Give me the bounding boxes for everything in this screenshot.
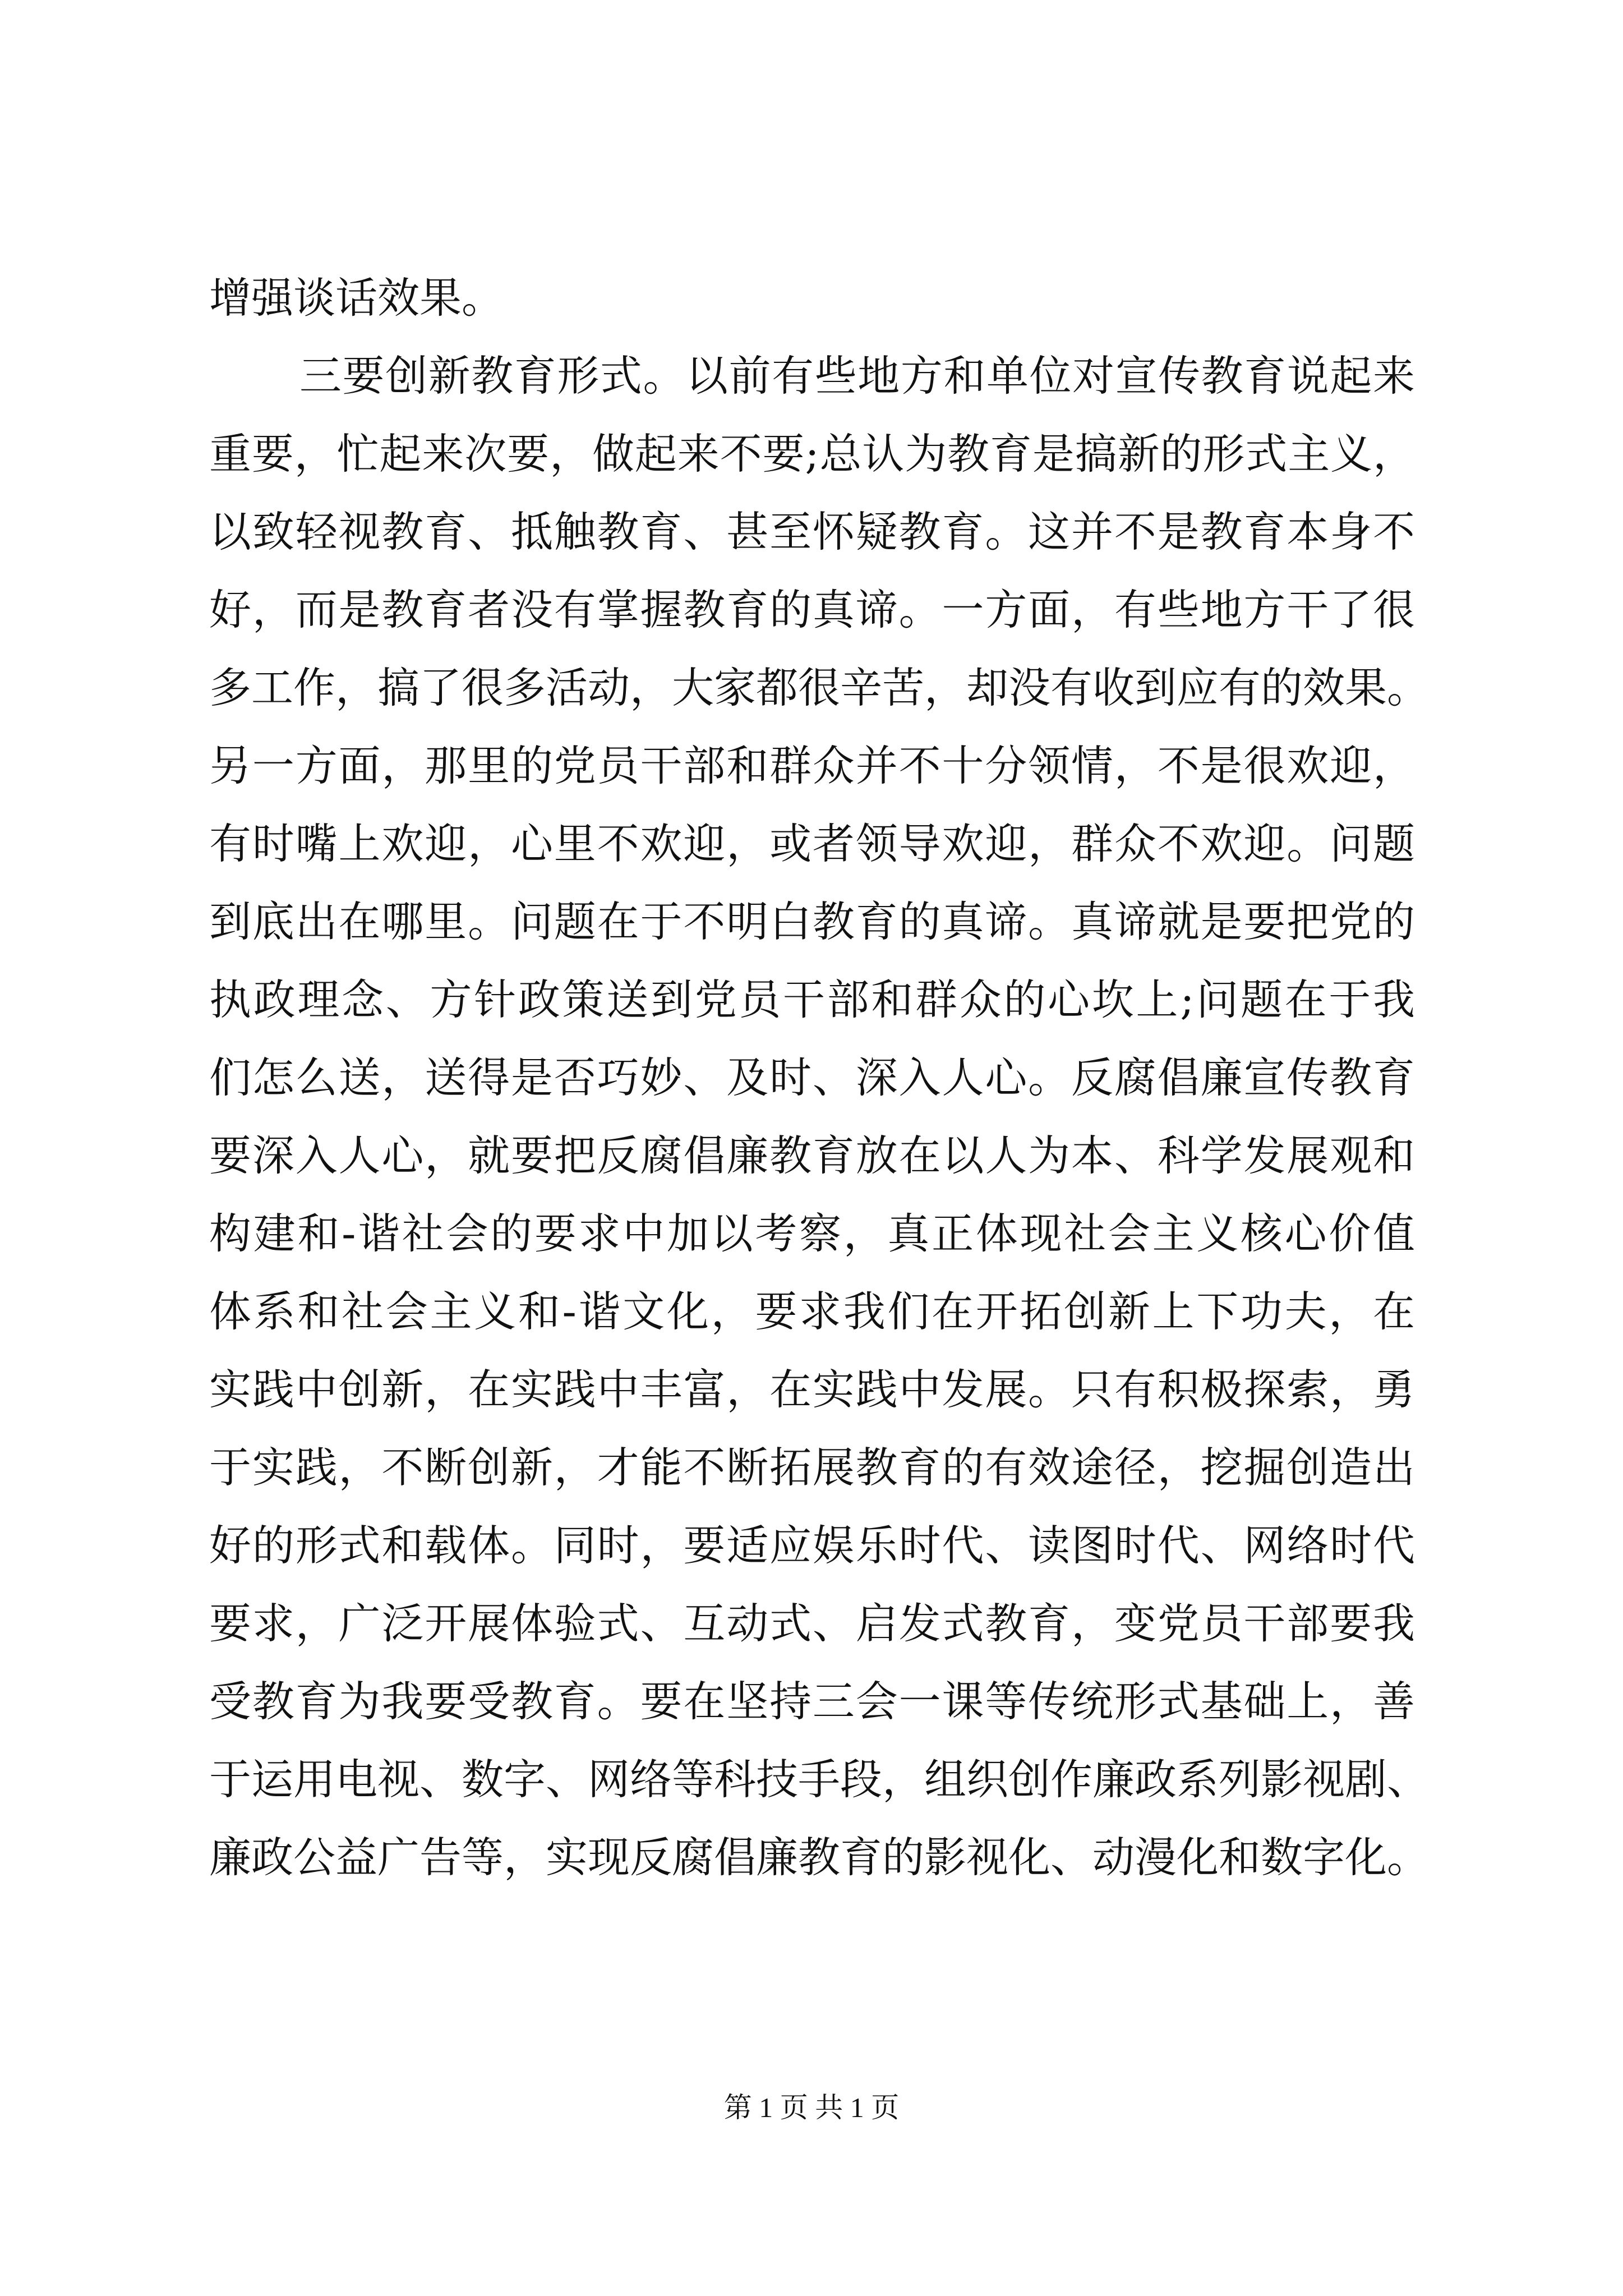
body-text-line: 体系和社会主义和-谐文化，要求我们在开拓创新上下功夫，在: [209, 1287, 1415, 1336]
body-text-line: 于运用电视、数字、网络等科技手段，组织创作廉政系列影视剧、: [209, 1755, 1430, 1804]
body-text-line: 有时嘴上欢迎，心里不欢迎，或者领导欢迎，群众不欢迎。问题: [209, 819, 1415, 868]
body-text-line: 重要，忙起来次要，做起来不要;总认为教育是搞新的形式主义，: [209, 429, 1415, 478]
paragraph-first-line: 三要创新教育形式。以前有些地方和单位对宣传教育说起来: [299, 351, 1415, 401]
body-text-line: 多工作，搞了很多活动，大家都很辛苦，却没有收到应有的效果。: [209, 663, 1430, 712]
body-text-line: 增强谈话效果。: [209, 273, 504, 323]
body-text-line: 好，而是教育者没有掌握教育的真谛。一方面，有些地方干了很: [209, 585, 1415, 634]
body-text-line: 实践中创新，在实践中丰富，在实践中发展。只有积极探索，勇: [209, 1365, 1415, 1414]
body-text-line: 到底出在哪里。问题在于不明白教育的真谛。真谛就是要把党的: [209, 897, 1415, 946]
body-text-line: 以致轻视教育、抵触教育、甚至怀疑教育。这并不是教育本身不: [209, 507, 1415, 556]
body-text-line: 受教育为我要受教育。要在坚持三会一课等传统形式基础上，善: [209, 1677, 1415, 1726]
body-text-line: 好的形式和载体。同时，要适应娱乐时代、读图时代、网络时代: [209, 1521, 1415, 1570]
page-number-footer: 第 1 页 共 1 页: [723, 2092, 900, 2123]
body-text-line: 构建和-谐社会的要求中加以考察，真正体现社会主义核心价值: [209, 1209, 1415, 1258]
body-text-line: 要求，广泛开展体验式、互动式、启发式教育，变党员干部要我: [209, 1599, 1415, 1648]
body-text-line: 要深入人心，就要把反腐倡廉教育放在以人为本、科学发展观和: [209, 1131, 1415, 1180]
body-text-line: 另一方面，那里的党员干部和群众并不十分领情，不是很欢迎，: [209, 741, 1415, 790]
body-text-line: 于实践，不断创新，才能不断拓展教育的有效途径，挖掘创造出: [209, 1443, 1415, 1492]
body-text-line: 执政理念、方针政策送到党员干部和群众的心坎上;问题在于我: [209, 975, 1415, 1024]
body-text-line: 廉政公益广告等，实现反腐倡廉教育的影视化、动漫化和数字化。: [209, 1833, 1430, 1882]
body-text-line: 们怎么送，送得是否巧妙、及时、深入人心。反腐倡廉宣传教育: [209, 1053, 1415, 1102]
